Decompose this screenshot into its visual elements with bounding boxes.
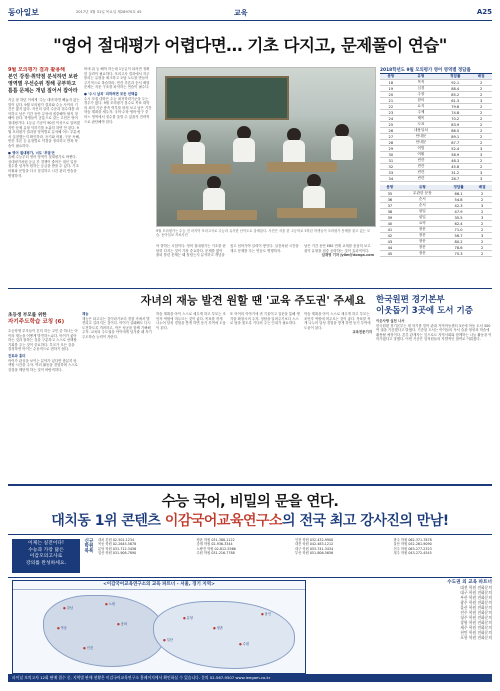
article-body: 또 아이의 이야기에 귀 기울이고 질문을 통해 생각을 확장시켜 주자. 정답을 알려주기보다 스스로 답을 찾도록 기다려 주는 인내가 필요하다. (230, 312, 300, 326)
table-cell: 장문 (400, 239, 445, 245)
table-header-cell: 정답률 (440, 74, 470, 80)
ad-subheadline-part2: 의 전국 최고 강사진의 만남! (282, 513, 449, 529)
branch-contact-list: 인천 학원 032-432-9900 대전 학원 042-483-1212 대구 학원 053-741-3434 부산 학원 051-806-5656 (295, 538, 334, 556)
table-cell: 40 (380, 221, 400, 227)
table-cell: 2 (470, 104, 492, 110)
table-cell: 28 (380, 140, 402, 146)
article-second-column (84, 67, 152, 283)
news-title-line1: 한국원편 경기본부 (376, 295, 445, 305)
table-cell: 도표 (402, 122, 441, 128)
table-cell: 23 (380, 110, 402, 116)
photo-desk (277, 208, 357, 218)
table-cell: 목적 (402, 80, 441, 86)
map-pin: ● 용인 (261, 611, 271, 616)
article-section-heading: ● 영어 절대평가, 너도 '부담'은 (8, 150, 56, 155)
table-cell: 장문 (400, 251, 445, 257)
advertisement (8, 484, 492, 686)
table-cell: 2 (470, 80, 492, 86)
table-cell: 안내문 (402, 140, 441, 146)
photo-student (203, 188, 225, 212)
table-cell: 70.2 (440, 116, 470, 122)
table-cell: 2 (470, 122, 492, 128)
table-cell: 26 (380, 128, 402, 134)
map-region-seoul (43, 595, 165, 667)
main-headline: "영어 절대평가 어렵다면… 기초 다지고, 문제풀이 연습" (53, 36, 447, 55)
table-cell: 3 (470, 170, 492, 176)
table-cell: 2 (472, 191, 492, 197)
table-cell: 2 (470, 134, 492, 140)
table-cell: 35 (380, 191, 400, 197)
article-body: 비에 위 등 해야 하는데 1등급이 되려면 정확한 실력이 필요하다. 모의고사 결과에서 자주 틀리는 유형을 체크하고 오답 노트를 만들어 주기적으로 복습하라. 빈칸 추론과 순서 배열 문제는 지문 구조를 파악하는 연습이 필수다. (84, 67, 150, 90)
table-cell: 빈칸 (402, 176, 441, 182)
article-body: 학습 계획을 아이 스스로 세우게 하고 부모는 조언자 역할에 머무르는 것이 좋다. 목표를 작게 나누어 달성 경험을 쌓게 하면 동기 부여에 도움이 된다. (304, 312, 371, 330)
page-header (8, 6, 492, 21)
region-line: 전주 학원 전화문의 (460, 610, 492, 615)
table-cell: 2 (470, 110, 492, 116)
article-byline: 교육전문기자 (352, 330, 372, 335)
table-header-cell: 유형 (400, 185, 445, 191)
article-left-column (8, 67, 80, 283)
table-cell: 2 (472, 209, 492, 215)
region-line: 광주 학원 전화문의 (460, 600, 492, 605)
table-cell: 순서 (400, 203, 445, 209)
table-cell: 61.3 (440, 98, 470, 104)
photo-desk (267, 162, 337, 172)
map-pin: ● 노원 (105, 601, 115, 606)
table-cell: 38 (380, 209, 400, 215)
map-pin: ● 평촌 (213, 625, 223, 630)
table-cell: 42 (380, 233, 400, 239)
table-cell: 삽입 (400, 209, 445, 215)
table-cell: 43 (380, 239, 400, 245)
branch-contact-list: 광주 학원 062-371-7878 울산 학원 052-261-9090 전주 학원 063-277-2323 청주 학원 043-272-4545 (393, 538, 432, 556)
table-cell: 62.4 (445, 221, 472, 227)
coaching-column-4 (230, 312, 300, 480)
classroom-photo (156, 67, 376, 227)
news-subtitle: 이웃사랑 실천 나서 (376, 319, 405, 323)
table-cell: 어법 (402, 146, 441, 152)
branch-contact-list: 대치 본원 02-501-1234 목동 학원 02-2645-5678 분당 학원 031-712-3456 일산 학원 031-908-7890 (98, 538, 137, 556)
table-cell: 3 (472, 203, 492, 209)
table-header-cell: 유형 (402, 74, 441, 80)
coaching-column-2 (82, 312, 152, 480)
photo-desk (177, 210, 257, 220)
region-line: 제주 학원 전화문의 (460, 625, 492, 630)
ad-branch-list (98, 538, 488, 574)
news-title-line2: 이웃돕기 3곳에 도서 기증 (376, 306, 473, 316)
table-cell: 48.3 (440, 158, 470, 164)
region-line: 포항 학원 전화문의 (460, 635, 492, 640)
article-continuation (156, 244, 374, 284)
map-title: <이감국어교육연구소의 교육 파트너 - 서울, 경기 지역> (13, 581, 305, 590)
table-header-cell: 배점 (470, 74, 492, 80)
map-pin: ● 인천 (83, 645, 93, 650)
table-cell: 78.6 (445, 245, 472, 251)
table-cell: 79.6 (440, 104, 470, 110)
table-cell: 22 (380, 104, 402, 110)
table-cell: 주제 (402, 110, 441, 116)
table-cell: 장문 (400, 227, 445, 233)
regions-heading: 수도권 외 교육 파트너 (447, 580, 492, 585)
region-line: 청주 학원 전화문의 (460, 615, 492, 620)
article-subhead: 본인 강점·취약점 분석하면 보완 영역별 우선순위 정해 공부하고 틈틈 문제는 개념 짚어서 잡아라 (8, 74, 78, 94)
table-cell: 2 (470, 164, 492, 170)
map-pin: ● 일산 (163, 637, 173, 642)
table-cell: 56.7 (445, 233, 472, 239)
table-cell: 66.1 (445, 191, 472, 197)
branch-contact-list: 평촌 학원 031-388-1122 중계 학원 02-936-3344 노량진 학원 02-812-5566 수원 학원 031-216-7788 (196, 538, 236, 556)
article-body: 남은 기간 동안 EBS 연계 교재를 꼼꼼히 보고 취약 유형을 집중 공략하는 것이 효과적이다. (304, 244, 371, 253)
map-pin: ● 강남 (63, 605, 73, 610)
table-cell: 삽입 (400, 215, 445, 221)
table-cell: 2 (470, 158, 492, 164)
table-cell: 2 (470, 140, 492, 146)
photo-student (331, 136, 353, 160)
ad-subheadline-part1: 대치동 1위 콘텐츠 (51, 513, 165, 529)
ad-vertical-label: 신규 학원 목록 (84, 539, 94, 555)
ad-brand-name: 이감국어교육연구소 (164, 513, 283, 529)
photo-student (303, 186, 325, 210)
table-cell: 빈칸 (402, 164, 441, 170)
article-section-heading: ● '수시 납치' 피하려면 모든 선택을 (84, 91, 138, 96)
article-body: 학습 계획을 아이 스스로 세우게 하고 부모는 조언자 역할에 머무르는 것이 좋다. 목표를 작게 나누어 달성 경험을 쌓게 하면 동기 부여에 도움이 된다. (156, 312, 226, 330)
table-cell: 21 (380, 98, 402, 104)
table-header-cell: 배점 (472, 185, 492, 191)
table-cell: 2 (470, 92, 492, 98)
table-cell: 74.8 (440, 110, 470, 116)
map-pin: ● 수원 (239, 641, 249, 646)
table-cell: 58.9 (440, 152, 470, 158)
ad-headline: 수능 국어, 비밀의 문을 연다. (161, 494, 339, 510)
coaching-column-3 (156, 312, 226, 480)
table-cell: 18 (380, 80, 402, 86)
donation-news-box (376, 295, 492, 355)
article-body: 재능은 타고나는 것이라기보다 경험 속에서 발견되고 길러지는 것이다. 아이가 실패해도 다시 도전하도록 격려하고, 작은 성공을 함께 기뻐해 주자. 교육의 주도권을 아이에게 넘겨줄 때 자기주도학습 능력이 자란다. (82, 316, 152, 339)
table-cell: 36 (380, 197, 400, 203)
region-line: 창원 학원 전화문의 (460, 620, 492, 625)
table-cell: 27 (380, 134, 402, 140)
section-name: 교육 (234, 9, 248, 17)
table-cell: 42.3 (445, 203, 472, 209)
table-row (380, 176, 492, 182)
table-cell: 89.1 (440, 134, 470, 140)
table-cell: 37 (380, 203, 400, 209)
table-cell: 2 (472, 197, 492, 203)
photo-desk (171, 164, 231, 174)
photo-blackboard (165, 76, 289, 120)
news-body: 한국원편 경기본부는 새 학기를 맞아 관내 지역아동센터 3곳에 아동 도서 300여 권을 기증했다고 밝혔다. 기증된 도서는 아이들의 독서 습관 형성과 학습에 활용될 예정이다. 본부 관계자는 앞으로도 지역사회와 함께하는 나눔 활동을 이어가겠다고 말했다. 이번 기증은 임직원들의 자발적인 참여로 이뤄졌다. (376, 323, 492, 342)
table-cell: 47.9 (445, 209, 472, 215)
table-cell: 3 (470, 152, 492, 158)
table-cell: 어휘 (402, 152, 441, 158)
table-cell: 장문 (400, 233, 445, 239)
table-header-cell: 문항 (380, 185, 400, 191)
table-cell: 45.6 (440, 164, 470, 170)
table-cell: 요약 (400, 221, 445, 227)
accuracy-table-1 (380, 74, 492, 182)
region-line: 대전 학원 전화문의 (460, 585, 492, 590)
table-cell: 75.3 (445, 251, 472, 257)
table-cell: 심경 (402, 86, 441, 92)
table-cell: 92.1 (440, 80, 470, 86)
article-section-heading: 재능 (82, 312, 89, 316)
table-cell: 29 (380, 146, 402, 152)
table-header-cell: 문항 (380, 74, 402, 80)
article-byline: 임재영 기자 jylim@donga.com (321, 253, 374, 258)
table-cell: 주장 (402, 92, 441, 98)
map-pin: ● 송파 (117, 621, 127, 626)
table-cell: 2 (472, 239, 492, 245)
column-series-title: 자기주도학습 코칭 (6) (8, 319, 65, 325)
ad-branch-panel (8, 534, 492, 578)
accuracy-table-box (380, 67, 492, 257)
region-line: 천안 학원 전화문의 (460, 630, 492, 635)
table-cell: 제목 (402, 116, 441, 122)
table-cell: 44 (380, 245, 400, 251)
table-cell: 54.8 (445, 197, 472, 203)
ad-callout-text: 이제는 실전이다! 수능과 가장 닮은 이감모의고사로 강의를 완성하세요. (25, 541, 67, 566)
article-section-heading: 진로와 흥미 (8, 353, 26, 358)
table-cell: 안내문 (402, 134, 441, 140)
table-cell: 빈칸 (402, 170, 441, 176)
table-cell: 20 (380, 92, 402, 98)
table-cell: 31.2 (440, 170, 470, 176)
table-cell: 45 (380, 251, 400, 257)
table-cell: 2 (470, 128, 492, 134)
table-cell: 87.7 (440, 140, 470, 146)
region-line: 부산 학원 전화문의 (460, 595, 492, 600)
article-body: 수시 모집 대학은 수능 최저학력기준을 두는 경우가 많다. 9월 모의평가 점수로 목표 대학의 최저 기준 충족 여부를 따져 보고 남은 기간 학습 계획을 세우자. 국어·수학·영어·탐구 중 어느 영역에서 점수를 올릴 수 있을지 전략적으로 판단해야 한다. (84, 96, 152, 124)
region-line: 대구 학원 전화문의 (460, 590, 492, 595)
article-body: 올해 수능부터 영어 영역이 절대평가로 바뀐다. 상대평가처럼 등급 간 경쟁이 줄어든 대신 일정 점수를 넘겨야 원하는 등급을 받을 수 있다. 기초 어휘와 문법을 다시 점검하고 시간 관리 연습을 병행하자. (8, 155, 79, 178)
article-body: 지금 잘 하던 이에게 '수능 대비'라면 빼놓지 않는 말이 있다. 9월 모의평가 결과와 수능 사이의 기간은 많지 않다. 자신의 실력 수준과 점수대를 파악하고 남은 기간 동안 무엇에 집중해야 할지 정해야 한다. 학생들이 공통으로 갖는 고민은 영어 절대평가다. 1등급 기준이 90점 이상으로 알려졌지만 문제 유형 익히기를 소홀히 하면 안 된다. 9월 모의평가 결과를 영역별로 분석해 어느 부분에서 실점했는지 확인하라. 듣기와 어휘, 구문 독해, 빈칸 추론 등 유형별로 약점을 정리하고 반복 학습이 필요하다. (8, 98, 80, 148)
table-cell: 80.2 (445, 239, 472, 245)
table-cell: 24 (380, 116, 402, 122)
table-cell: 88.4 (440, 86, 470, 92)
coaching-column-1 (8, 312, 78, 480)
table-cell: 2 (472, 227, 492, 233)
newspaper-logo: 동아일보 (8, 8, 39, 17)
table-cell: 32 (380, 164, 402, 170)
map-region-gyeonggi (153, 601, 295, 669)
table-cell: 33 (380, 170, 402, 176)
photo-student (183, 142, 205, 166)
table-cell: 무관한 문장 (400, 191, 445, 197)
ad-callout-box (12, 539, 80, 573)
table-cell: 3 (472, 215, 492, 221)
table-cell: 3 (470, 146, 492, 152)
table-cell: 31 (380, 158, 402, 164)
table-cell: 83.9 (440, 122, 470, 128)
accuracy-table-2 (380, 185, 492, 257)
table-cell: 2 (472, 251, 492, 257)
table-cell: 41 (380, 227, 400, 233)
page-number: A25 (476, 8, 492, 16)
article-body: 아 향하는 시험이다. 영어 절대평가는 기초를 탄탄히 다지는 것이 가장 중요하다. 문제를 많이 풀되 틀린 문제는 왜 틀렸는지 분석하고 개념을 짚고 넘어가야 실력이 쌓인다. 실전처럼 시간을 재고 문제를 푸는 연습도 병행하자. (156, 244, 299, 258)
table-header-cell: 정답률 (445, 185, 472, 191)
table-cell: 함의 (402, 98, 441, 104)
table-row (380, 251, 492, 257)
photo-caption: 9월 모의평가는 수능 전 마지막 모의고사로 수능과 유사한 난이도로 출제된다. 사진은 서울 한 고등학교 3학년 학생들이 모의평가 문제를 풀고 있는 모습. 동아일보 자료사진 (156, 229, 371, 238)
map-pin: ● 목동 (57, 625, 67, 630)
table-cell: 71.0 (445, 227, 472, 233)
table-cell: 52.4 (440, 146, 470, 152)
section-2-title: 자녀의 재능 발견 원할 땐 '교육 주도권' 주세요 (140, 294, 366, 307)
photo-student (283, 140, 305, 164)
coaching-column-5 (304, 312, 372, 480)
table-cell: 30 (380, 152, 402, 158)
table-cell: 요지 (402, 104, 441, 110)
article-body: 초등학생 부모들이 흔히 하는 고민 중 하나는 아이의 재능을 어떻게 발견하느냐다. 아이가 좋아하는 것과 잘하는 것을 구분하고 스스로 선택할 기회를 주는 것이 중요하다. 부모가 모든 것을 결정하면 아이는 수동적으로 변하기 쉽다. (8, 329, 78, 352)
column-label: 초등생 부모를 위한 (8, 313, 47, 318)
table-cell: 25 (380, 122, 402, 128)
table-cell: 2 (470, 116, 492, 122)
table-cell: 86.5 (440, 128, 470, 134)
ad-other-regions (308, 580, 492, 672)
table-cell: 3 (470, 98, 492, 104)
ad-footer-bar: 파이널 모의고사 12회 판매 접수 중, 지역별 판매 현황은 이감국어교육연구소 홈페이지에서 확인하실 수 있습니다. 문의 02-567-9507 www.leegam.co.kr (8, 674, 492, 682)
table-cell: 3 (470, 176, 492, 182)
table-cell: 34 (380, 176, 402, 182)
table-cell: 3 (472, 233, 492, 239)
photo-student (233, 138, 255, 162)
table-cell: 28.7 (440, 176, 470, 182)
region-line: 울산 학원 전화문의 (460, 605, 492, 610)
table-cell: 35.5 (445, 215, 472, 221)
ad-region-map (12, 580, 306, 674)
table-cell: 빈칸 (402, 158, 441, 164)
table-cell: 2 (472, 221, 492, 227)
ad-subheadline (8, 510, 492, 530)
table-cell: 19 (380, 86, 402, 92)
table-cell: 순서 (400, 197, 445, 203)
table-cell: 내용일치 (402, 128, 441, 134)
article-body: 아이가 관심을 보이는 분야가 있다면 충분히 탐색할 시간을 주자. 여러 활동을 경험하며 스스로 강점을 깨닫게 하는 것이 바람직하다. (8, 358, 78, 372)
article-subhead-red: 9월 모의평가 결과 활용해 (8, 67, 66, 73)
table-title: 2018학년도 9월 모의평가 영어 영역별 정답률 (380, 68, 471, 73)
issue-date: 2017년 3월 31일 목요일 제28970호 45 (76, 10, 142, 14)
table-cell: 39 (380, 215, 400, 221)
table-cell: 85.2 (440, 92, 470, 98)
table-cell: 장문 (400, 245, 445, 251)
table-cell: 2 (472, 245, 492, 251)
map-pin: ● 분당 (183, 615, 193, 620)
table-cell: 2 (470, 86, 492, 92)
